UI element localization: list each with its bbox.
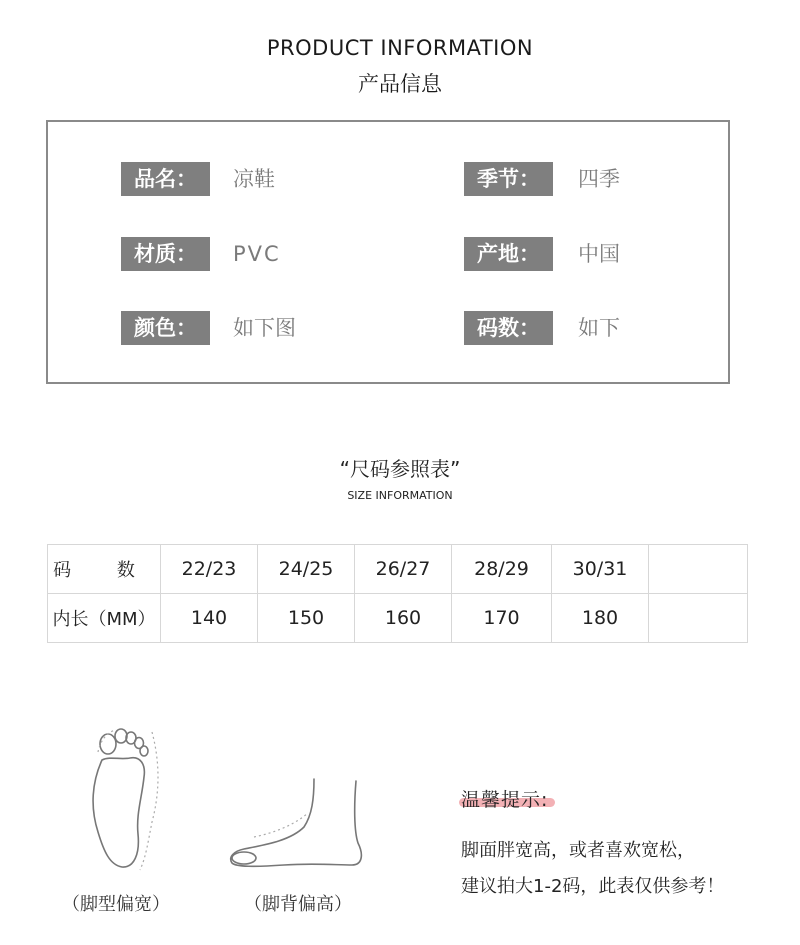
table-row-lengths — [48, 594, 748, 643]
foot-height-caption: （脚背偏高） — [244, 894, 352, 915]
title-chinese: 产品信息 — [358, 72, 442, 96]
size-chart-title: “尺码参照表” — [339, 457, 461, 481]
size-cell: 30/31 — [552, 545, 649, 594]
tip-line-2: 建议拍大1-2码，此表仅供参考！ — [461, 876, 725, 897]
origin-label: 产地： — [464, 237, 553, 271]
tip-line-1: 脚面胖宽高，或者喜欢宽松， — [461, 840, 695, 861]
color-label: 颜色： — [121, 311, 210, 345]
size-cell: 26/27 — [355, 545, 452, 594]
origin-value: 中国 — [578, 242, 620, 266]
empty-cell — [649, 594, 748, 643]
foot-sole-icon — [80, 722, 164, 872]
size-cell: 22/23 — [161, 545, 258, 594]
length-cell: 180 — [552, 594, 649, 643]
season-label: 季节： — [464, 162, 553, 196]
length-cell: 170 — [452, 594, 552, 643]
tip-title: 温馨提示: — [461, 789, 549, 811]
row-header-length: 内长（MM） — [48, 594, 161, 643]
material-label: 材质： — [121, 237, 210, 271]
size-cell: 28/29 — [452, 545, 552, 594]
size-table — [47, 544, 748, 643]
color-value: 如下图 — [233, 316, 296, 340]
size-value: 如下 — [578, 316, 620, 340]
name-label: 品名： — [121, 162, 210, 196]
foot-side-icon — [224, 775, 370, 871]
length-cell: 160 — [355, 594, 452, 643]
material-value: PVC — [233, 242, 281, 266]
row-header-size: 码 数 — [48, 545, 161, 594]
length-cell: 150 — [258, 594, 355, 643]
product-info-box — [46, 120, 730, 384]
length-cell: 140 — [161, 594, 258, 643]
size-cell: 24/25 — [258, 545, 355, 594]
size-label: 码数： — [464, 311, 553, 345]
empty-cell — [649, 545, 748, 594]
season-value: 四季 — [578, 167, 620, 191]
foot-width-caption: （脚型偏宽） — [62, 894, 170, 915]
title-english: PRODUCT INFORMATION — [266, 36, 534, 60]
name-value: 凉鞋 — [233, 167, 275, 191]
table-row-sizes — [48, 545, 748, 594]
size-chart-subtitle: SIZE INFORMATION — [347, 489, 453, 502]
